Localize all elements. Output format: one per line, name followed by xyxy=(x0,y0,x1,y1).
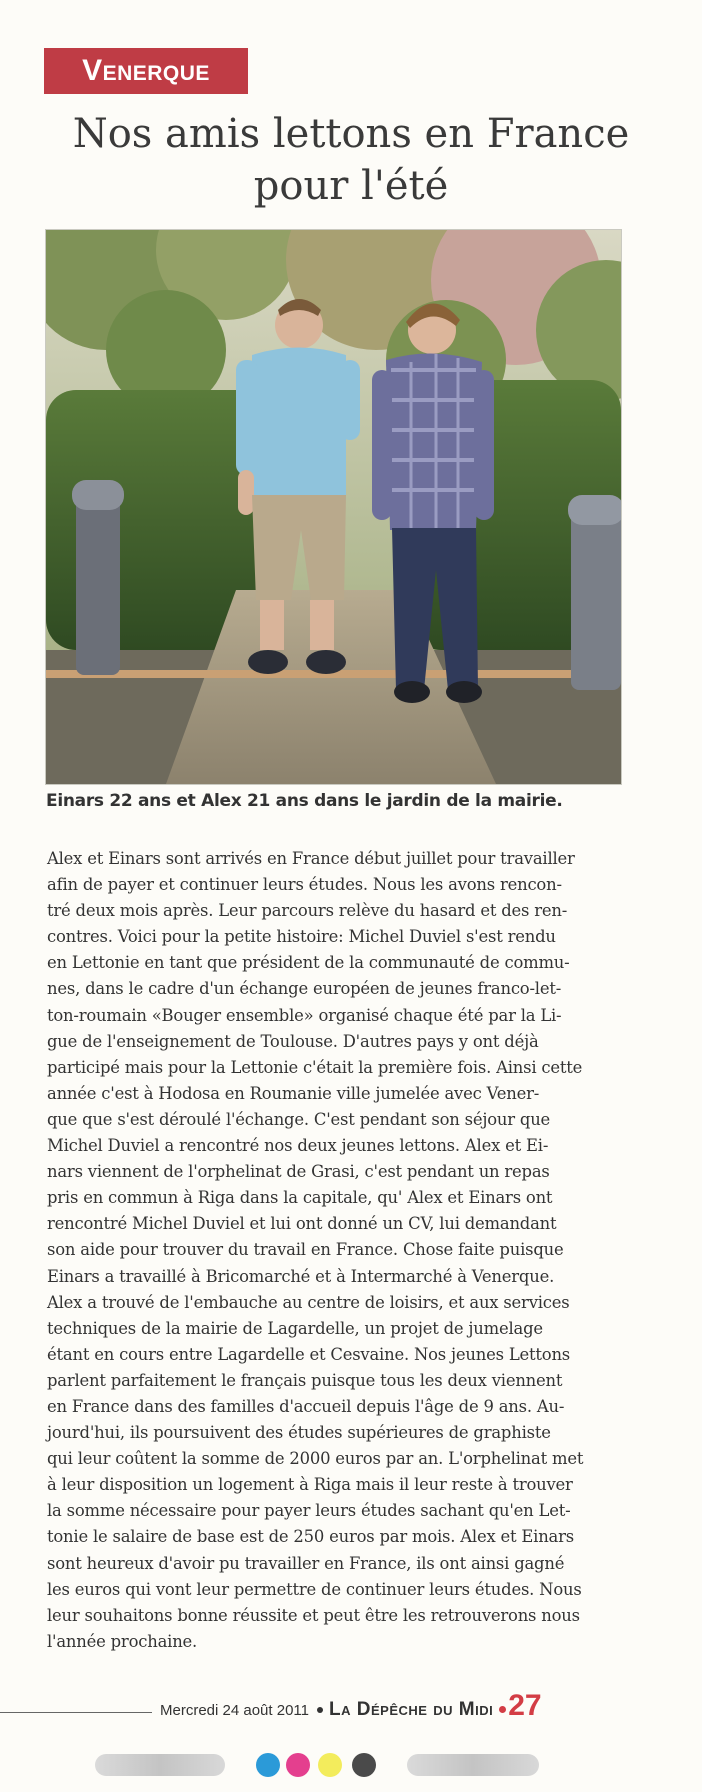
body-line: leur souhaitons bonne réussite et peut être les retrouverons nous xyxy=(47,1605,580,1625)
article-photo xyxy=(45,229,622,785)
body-line: la somme nécessaire pour payer leurs études sachant qu'en Let- xyxy=(47,1501,571,1521)
page-number: 27 xyxy=(508,1689,542,1722)
body-line: étant en cours entre Lagardelle et Cesvaine. Nos jeunes Lettons xyxy=(47,1344,571,1364)
body-line: Alex et Einars sont arrivés en France début juillet pour travailler xyxy=(47,849,575,868)
body-line: pris en commun à Riga dans la capitale, qu' Alex et Einars ont xyxy=(47,1188,553,1208)
issue-date: Mercredi 24 août 2011 xyxy=(160,1702,309,1719)
body-line: techniques de la mairie de Lagardelle, un projet de jumelage xyxy=(47,1318,543,1338)
footer-rule xyxy=(0,1712,152,1713)
photo-caption: Einars 22 ans et Alex 21 ans dans le jardin de la mairie. xyxy=(46,791,563,811)
body-line: Einars a travaillé à Bricomarché et à Intermarché à Venerque. xyxy=(47,1266,555,1286)
headline-line-2: pour l'été xyxy=(253,163,449,209)
body-line: son aide pour trouver du travail en France. Chose faite puisque xyxy=(47,1240,564,1260)
body-line: Michel Duviel a rencontré nos deux jeunes lettons. Alex et Ei- xyxy=(47,1136,549,1156)
headline-line-1: Nos amis lettons en France xyxy=(72,111,630,157)
body-line: nars viennent de l'orphelinat de Grasi, c'est pendant un repas xyxy=(47,1162,550,1182)
newspaper-name: La Dépêche du Midi xyxy=(328,1699,494,1720)
body-line: Alex a trouvé de l'embauche au centre de loisirs, et aux services xyxy=(47,1292,570,1312)
body-line: jourd'hui, ils poursuivent des études supérieures de graphiste xyxy=(47,1423,551,1443)
body-line: tonie le salaire de base est de 250 euros par mois. Alex et Einars xyxy=(47,1527,574,1547)
body-line: que que s'est déroulé l'échange. C'est pendant son séjour que xyxy=(47,1109,551,1129)
body-line: ton-roumain «Bouger ensemble» organisé chaque été par la Li- xyxy=(47,1005,562,1025)
color-swatch-black xyxy=(352,1753,376,1777)
body-line: nes, dans le cadre d'un échange européen de jeunes franco-let- xyxy=(47,979,562,999)
body-line: contres. Voici pour la petite histoire: Michel Duviel s'est rendu xyxy=(47,927,556,947)
article-headline xyxy=(40,108,662,212)
registration-bar-right xyxy=(407,1754,539,1776)
body-line: sont heureux d'avoir pu travailler en France, ils ont ainsi gagné xyxy=(47,1553,565,1573)
page-footer xyxy=(160,1689,630,1729)
body-line: qui leur coûtent la somme de 2000 euros par an. L'orphelinat met xyxy=(47,1449,584,1469)
body-line: rencontré Michel Duviel et lui ont donné un CV, lui demandant xyxy=(47,1214,557,1234)
photo-garden-two-young-men xyxy=(46,230,621,784)
registration-bar-left xyxy=(95,1754,225,1776)
article-body xyxy=(47,846,623,1655)
body-line: à leur disposition un logement à Riga mais il leur reste à trouver xyxy=(47,1475,573,1495)
color-swatch-cyan xyxy=(256,1753,280,1777)
red-bullet-icon xyxy=(499,1706,506,1713)
body-line: tré deux mois après. Leur parcours relève du hasard et des ren- xyxy=(47,901,568,921)
body-line: participé mais pour la Lettonie c'était la première fois. Ainsi cette xyxy=(47,1057,583,1077)
body-line: gue de l'enseignement de Toulouse. D'autres pays y ont déjà xyxy=(47,1031,539,1051)
body-line: parlent parfaitement le français puisque tous les deux viennent xyxy=(47,1370,563,1390)
body-line: année c'est à Hodosa en Roumanie ville jumelée avec Vener- xyxy=(47,1083,540,1103)
body-line: en Lettonie en tant que président de la communauté de commu- xyxy=(47,953,570,973)
color-swatch-yellow xyxy=(318,1753,342,1777)
bullet-icon xyxy=(317,1707,323,1713)
section-rubric: Venerque xyxy=(44,48,248,94)
body-line: l'année prochaine. xyxy=(47,1631,198,1651)
color-swatch-magenta xyxy=(286,1753,310,1777)
body-line: en France dans des familles d'accueil depuis l'âge de 9 ans. Au- xyxy=(47,1396,565,1416)
body-line: afin de payer et continuer leurs études. Nous les avons rencon- xyxy=(47,875,562,895)
body-line: les euros qui vont leur permettre de continuer leurs études. Nous xyxy=(47,1579,582,1599)
